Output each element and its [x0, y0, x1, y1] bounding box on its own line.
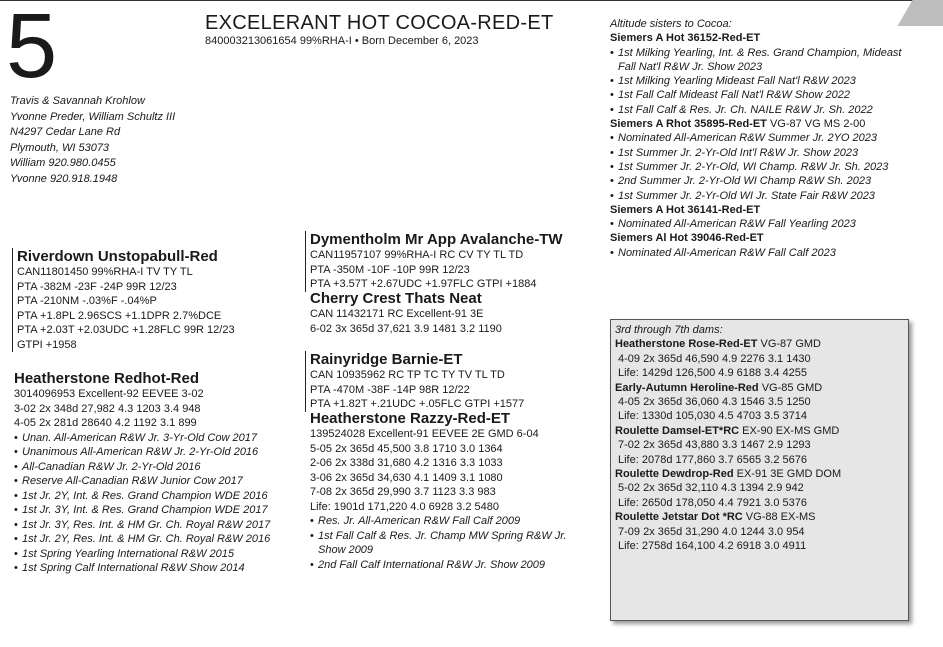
- sister-name: Siemers A Hot 36141-Red-ET: [610, 203, 761, 216]
- achievement-item: • All-Canadian R&W Jr. 2-Yr-Old 2016: [14, 460, 270, 475]
- owner-line: Yvonne Preder, William Schultz III: [10, 110, 176, 123]
- top-rule: [0, 0, 943, 1]
- dam-entry: [615, 510, 904, 553]
- dam-entry: [615, 337, 904, 380]
- achievement-item: • 1st Fall Calf & Res. Jr. Ch. NAILE R&W Jr. Sh. 2022: [610, 103, 920, 117]
- dam-dam-line: 5-05 2x 365d 45,500 3.8 1710 3.0 1364: [310, 442, 503, 455]
- sire-sire-line: CAN11957107 99%RHA-I RC CV TY TL TD: [310, 249, 524, 261]
- sister-achievements: [610, 217, 920, 231]
- achievement-item: • 1st Summer Jr. 2-Yr-Old Int'l R&W Jr. Show 2023: [610, 146, 920, 160]
- dam-sire-line: PTA -470M -38F -14P 98R 12/22: [310, 383, 470, 396]
- dam-entry-info: VG-85 GMD: [758, 381, 823, 394]
- dam-entry-name: Roulette Damsel-ET*RC: [615, 424, 740, 437]
- achievement-item: • 1st Milking Yearling Mideast Fall Nat'l R&W 2023: [610, 74, 920, 88]
- sister-name: Siemers A Hot 36152-Red-ET: [610, 32, 761, 45]
- dam-line: 3-02 2x 348d 27,982 4.3 1203 3.4 948: [14, 402, 201, 415]
- achievement-item: • Nominated All-American R&W Summer Jr. 2YO 2023: [610, 131, 920, 145]
- sire-dam-name: Cherry Crest Thats Neat: [310, 290, 482, 307]
- sire-dam-block: [310, 290, 502, 336]
- dam-entry-line: 5-02 2x 365d 32,110 4.3 1394 2.9 942: [618, 482, 804, 495]
- owner-line: N4297 Cedar Lane Rd: [10, 126, 121, 139]
- sire-name: Riverdown Unstopabull-Red: [17, 248, 218, 265]
- achievement-item: • Nominated All-American R&W Fall Calf 2023: [610, 246, 920, 260]
- dam-entry: [615, 467, 904, 510]
- animal-details: 840003213061654 99%RHA-I • Born December 6, 2023: [205, 35, 479, 47]
- sister-entry: [610, 31, 920, 117]
- dam-entry: [615, 424, 904, 467]
- sire-line: PTA -210NM -.03%F -.04%P: [17, 295, 157, 307]
- dam-entry-line: 4-05 2x 365d 36,060 4.3 1546 3.5 1250: [618, 396, 811, 409]
- dams-box: [610, 319, 909, 621]
- dam-dam-line: 3-06 2x 365d 34,630 4.1 1409 3.1 1080: [310, 471, 503, 484]
- achievement-item: • 1st Fall Calf & Res. Jr. Champ MW Spring R&W Jr. Show 2009: [310, 529, 590, 558]
- sire-dam-line: CAN 11432171 RC Excellent-91 3E: [310, 308, 484, 320]
- achievement-item: • 1st Jr. 2Y, Int. & Res. Grand Champion WDE 2016: [14, 489, 270, 504]
- dam-entry-info: VG-88 EX-MS: [742, 511, 816, 524]
- dam-entry-line: Life: 2650d 178,050 4.4 7921 3.0 5376: [618, 496, 808, 509]
- achievement-item: • 1st Spring Yearling International R&W 2015: [14, 547, 270, 562]
- owner-line: William 920.980.0455: [10, 157, 116, 170]
- dam-entry-name: Roulette Dewdrop-Red: [615, 468, 734, 481]
- owner-line: Yvonne 920.918.1948: [10, 172, 118, 185]
- sister-entry: [610, 117, 920, 203]
- dam-entry-line: Life: 1330d 105,030 4.5 4703 3.5 3714: [618, 410, 808, 423]
- dam-entry-line: 4-09 2x 365d 46,590 4.9 2276 3.1 1430: [618, 352, 811, 365]
- achievement-item: • 2nd Fall Calf International R&W Jr. Show 2009: [310, 558, 590, 573]
- sire-sire-line: PTA -350M -10F -10P 99R 12/23: [310, 263, 470, 276]
- achievement-item: • Res. Jr. All-American R&W Fall Calf 2009: [310, 514, 590, 529]
- dam-dam-name: Heatherstone Razzy-Red-ET: [310, 410, 511, 427]
- dam-entry-line: 7-02 2x 365d 43,880 3.3 1467 2.9 1293: [618, 439, 811, 452]
- sire-block: [12, 248, 235, 352]
- dam-entry-info: EX-90 EX-MS GMD: [739, 424, 840, 437]
- sire-dam-line: 6-02 3x 365d 37,621 3.9 1481 3.2 1190: [310, 322, 502, 335]
- owner-info: [10, 94, 175, 188]
- dam-line: 4-05 2x 281d 28640 4.2 1192 3.1 899: [14, 417, 197, 429]
- dam-entry-line: Life: 2758d 164,100 4.2 6918 3.0 4911: [618, 540, 807, 553]
- dam-dam-line: Life: 1901d 171,220 4.0 6928 3.2 5480: [310, 500, 500, 513]
- animal-name: EXCELERANT HOT COCOA-RED-ET: [205, 12, 554, 34]
- sister-name: Siemers Al Hot 39046-Red-ET: [610, 232, 764, 245]
- achievement-item: • Unanimous All-American R&W Jr. 2-Yr-Old 2016: [14, 445, 270, 460]
- sire-sire-block: [305, 231, 563, 292]
- dam-sire-line: PTA +1.82T +.21UDC +.05FLC GTPI +1577: [310, 398, 525, 410]
- sister-achievements: [610, 131, 920, 202]
- dam-sire-block: [305, 351, 524, 412]
- sisters-header: Altitude sisters to Cocoa:: [610, 18, 732, 30]
- sire-line: CAN11801450 99%RHA-I TV TY TL: [17, 266, 193, 278]
- achievement-item: • 1st Jr. 2Y, Res. Int. & HM Gr. Ch. Royal R&W 2016: [14, 532, 270, 547]
- dam-dam-line: 7-08 2x 365d 29,990 3.7 1123 3.3 983: [310, 486, 496, 498]
- achievement-item: • 1st Summer Jr. 2-Yr-Old WI Jr. State Fair R&W 2023: [610, 189, 920, 203]
- dam-sire-name: Rainyridge Barnie-ET: [310, 351, 463, 368]
- sisters-section: [610, 17, 920, 260]
- sire-sire-line: PTA +3.57T +2.67UDC +1.97FLC GTPI +1884: [310, 278, 537, 290]
- dam-block: [14, 370, 270, 576]
- achievement-item: • 1st Fall Calf Mideast Fall Nat'l R&W Show 2022: [610, 88, 920, 102]
- sire-line: GTPI +1958: [17, 338, 77, 351]
- sister-info: VG-87 VG MS 2-00: [766, 118, 866, 131]
- dam-sire-line: CAN 10935962 RC TP TC TY TV TL TD: [310, 369, 505, 381]
- sire-line: PTA -382M -23F -24P 99R 12/23: [17, 280, 177, 293]
- sire-sire-name: Dymentholm Mr App Avalanche-TW: [310, 231, 563, 248]
- dam-dam-achievements: [310, 514, 590, 572]
- sister-achievements: [610, 46, 920, 117]
- achievement-item: • 1st Milking Yearling, Int. & Res. Grand Champion, Mideast Fall Nat'l R&W Jr. Show 2023: [610, 46, 920, 75]
- owner-line: Plymouth, WI 53073: [10, 141, 110, 154]
- dam-achievements: [14, 431, 270, 576]
- achievement-item: • Nominated All-American R&W Fall Yearling 2023: [610, 217, 920, 231]
- dam-entry-info: EX-91 3E GMD DOM: [733, 468, 842, 481]
- dam-entry-line: Life: 1429d 126,500 4.9 6188 3.4 4255: [618, 367, 808, 380]
- sister-name: Siemers A Rhot 35895-Red-ET: [610, 118, 767, 131]
- owner-line: Travis & Savannah Krohlow: [10, 95, 145, 107]
- achievement-item: • 1st Jr. 3Y, Res. Int. & HM Gr. Ch. Royal R&W 2017: [14, 518, 270, 533]
- dam-entry-info: VG-87 GMD: [757, 338, 821, 351]
- dam-entry-name: Early-Autumn Heroline-Red: [615, 381, 759, 394]
- dam-entry-name: Heatherstone Rose-Red-ET: [615, 338, 758, 351]
- achievement-item: • Unan. All-American R&W Jr. 3-Yr-Old Cow 2017: [14, 431, 270, 446]
- sire-line: PTA +2.03T +2.03UDC +1.28FLC 99R 12/23: [17, 324, 235, 336]
- achievement-item: • 1st Summer Jr. 2-Yr-Old, WI Champ. R&W Jr. Sh. 2023: [610, 160, 920, 174]
- lot-number: 5: [6, 0, 56, 97]
- dam-entry: [615, 381, 904, 424]
- dam-entry-line: 7-09 2x 365d 31,290 4.0 1244 3.0 954: [618, 525, 805, 538]
- dam-name: Heatherstone Redhot-Red: [14, 370, 200, 387]
- dam-entry-name: Roulette Jetstar Dot *RC: [615, 511, 743, 524]
- achievement-item: • Reserve All-Canadian R&W Junior Cow 2017: [14, 474, 270, 489]
- sister-achievements: [610, 246, 920, 260]
- dam-line: 3014096953 Excellent-92 EEVEE 3-02: [14, 388, 204, 400]
- achievement-item: • 1st Jr. 3Y, Int. & Res. Grand Champion WDE 2017: [14, 503, 270, 518]
- dams-header: 3rd through 7th dams:: [615, 324, 723, 336]
- dam-dam-line: 139524028 Excellent-91 EEVEE 2E GMD 6-04: [310, 428, 539, 440]
- dam-dam-line: 2-06 2x 338d 31,680 4.2 1316 3.3 1033: [310, 457, 503, 469]
- sister-entry: [610, 203, 920, 232]
- sire-line: PTA +1.8PL 2.96SCS +1.1DPR 2.7%DCE: [17, 309, 222, 322]
- dam-entry-line: Life: 2078d 177,860 3.7 6565 3.2 5676: [618, 453, 808, 466]
- achievement-item: • 2nd Summer Jr. 2-Yr-Old WI Champ R&W Sh. 2023: [610, 174, 920, 188]
- sister-entry: [610, 231, 920, 260]
- dam-dam-block: [310, 410, 590, 572]
- achievement-item: • 1st Spring Calf International R&W Show 2014: [14, 561, 270, 576]
